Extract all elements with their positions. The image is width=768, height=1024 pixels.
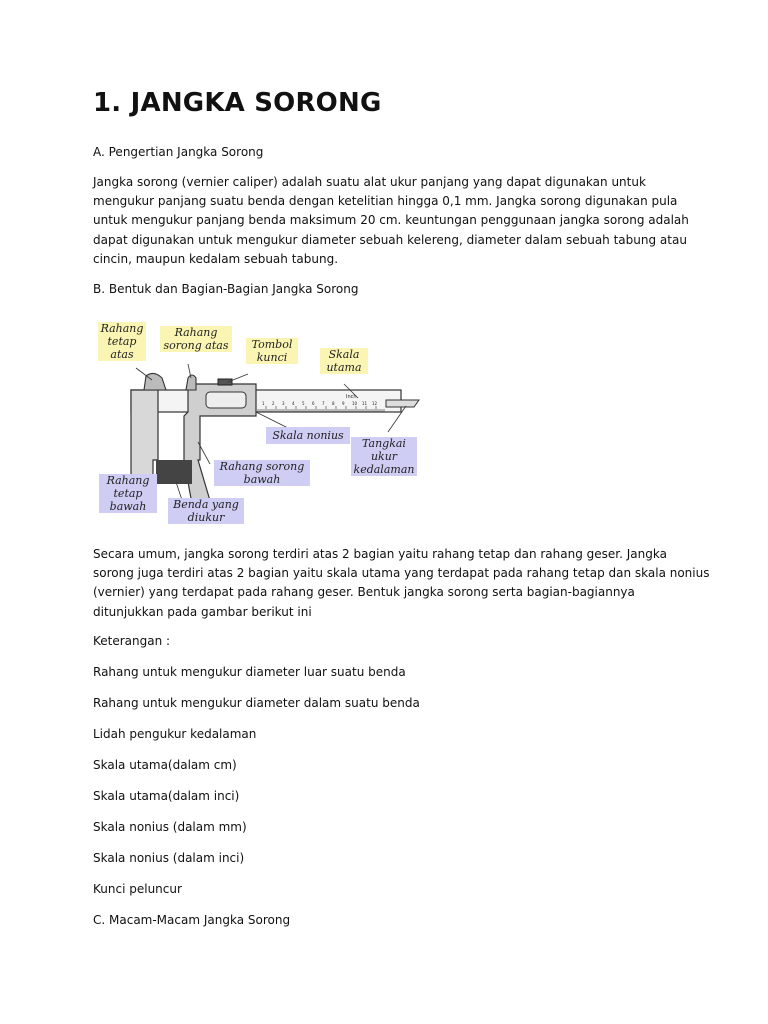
scale-unit-label: Inch	[346, 394, 357, 400]
section-b-paragraph	[93, 545, 710, 622]
paragraph-line: (vernier) yang terdapat pada rahang geser. Bentuk jangka sorong serta bagian-bagiannya	[93, 585, 635, 600]
section-c-heading: C. Macam-Macam Jangka Sorong	[93, 913, 291, 927]
section-a-paragraph	[93, 173, 689, 269]
paragraph-line: Jangka sorong (vernier caliper) adalah suatu alat ukur panjang yang dapat digunakan untuk	[93, 175, 646, 189]
scale-number: 2	[272, 401, 275, 406]
vernier-window	[206, 392, 246, 408]
scale-number: 4	[292, 401, 295, 406]
paragraph-line: untuk mengukur panjang benda maksimum 20 cm. keuntungan penggunaan jangka sorong adalah	[93, 213, 689, 228]
paragraph-line: dapat digunakan untuk mengukur diameter sebuah kelereng, diameter dalam sebuah tabung atau	[93, 232, 687, 247]
scale-number: 9	[342, 401, 345, 406]
label-tombol-kunci: Tombol kunci	[246, 338, 298, 364]
measured-object	[156, 460, 192, 484]
caliper-figure	[96, 312, 430, 530]
paragraph-line: sorong juga terdiri atas 2 bagian yaitu skala utama yang terdapat pada rahang tetap dan skala nonius	[93, 566, 710, 581]
keterangan-item: Skala nonius (dalam mm)	[93, 820, 247, 834]
scale-number: 12	[372, 401, 378, 406]
scale-number: 5	[302, 401, 305, 406]
keterangan-item: Lidah pengukur kedalaman	[93, 727, 257, 741]
depth-rod	[386, 400, 419, 407]
keterangan-item: Skala utama(dalam cm)	[93, 758, 237, 772]
paragraph-line: cincin, maupun kedalam sebuah tabung.	[93, 251, 339, 266]
scale-number: 8	[332, 401, 335, 406]
page-title: 1. JANGKA SORONG	[93, 88, 382, 118]
keterangan-title: Keterangan :	[93, 634, 171, 648]
paragraph-line: Secara umum, jangka sorong terdiri atas 2 bagian yaitu rahang tetap dan rahang geser. Jangka	[93, 547, 667, 561]
keterangan-item: Rahang untuk mengukur diameter luar suatu benda	[93, 665, 406, 679]
keterangan-item: Rahang untuk mengukur diameter dalam suatu benda	[93, 696, 420, 710]
label-skala-nonius: Skala nonius	[266, 427, 350, 444]
fixed-upper-jaw	[144, 373, 166, 390]
label-skala-utama: Skala utama	[320, 348, 368, 374]
label-rahang-sorong-bawah: Rahang sorong bawah	[214, 460, 310, 486]
label-rahang-tetap-atas: Rahang tetap atas	[98, 322, 146, 361]
keterangan-item: Kunci peluncur	[93, 882, 182, 896]
scale-number: 1	[262, 401, 265, 406]
scale-number: 10	[352, 401, 358, 406]
label-benda-diukur: Benda yang diukur	[168, 498, 244, 524]
label-tangkai-ukur: Tangkai ukur kedalaman	[351, 437, 417, 476]
section-b-heading: B. Bentuk dan Bagian-Bagian Jangka Sorong	[93, 282, 359, 296]
label-rahang-sorong-atas: Rahang sorong atas	[160, 326, 232, 352]
scale-number: 6	[312, 401, 315, 406]
label-rahang-tetap-bawah: Rahang tetap bawah	[99, 474, 157, 513]
paragraph-line: mengukur panjang suatu benda dengan ketelitian hingga 0,1 mm. Jangka sorong digunakan pula	[93, 194, 678, 209]
scale-number: 7	[322, 401, 325, 406]
section-a-heading: A. Pengertian Jangka Sorong	[93, 145, 264, 159]
scale-number: 11	[362, 401, 368, 406]
keterangan-item: Skala utama(dalam inci)	[93, 789, 240, 803]
lock-screw	[218, 379, 232, 385]
scale-number: 3	[282, 401, 285, 406]
paragraph-line: ditunjukkan pada gambar berikut ini	[93, 604, 312, 619]
keterangan-item: Skala nonius (dalam inci)	[93, 851, 245, 865]
